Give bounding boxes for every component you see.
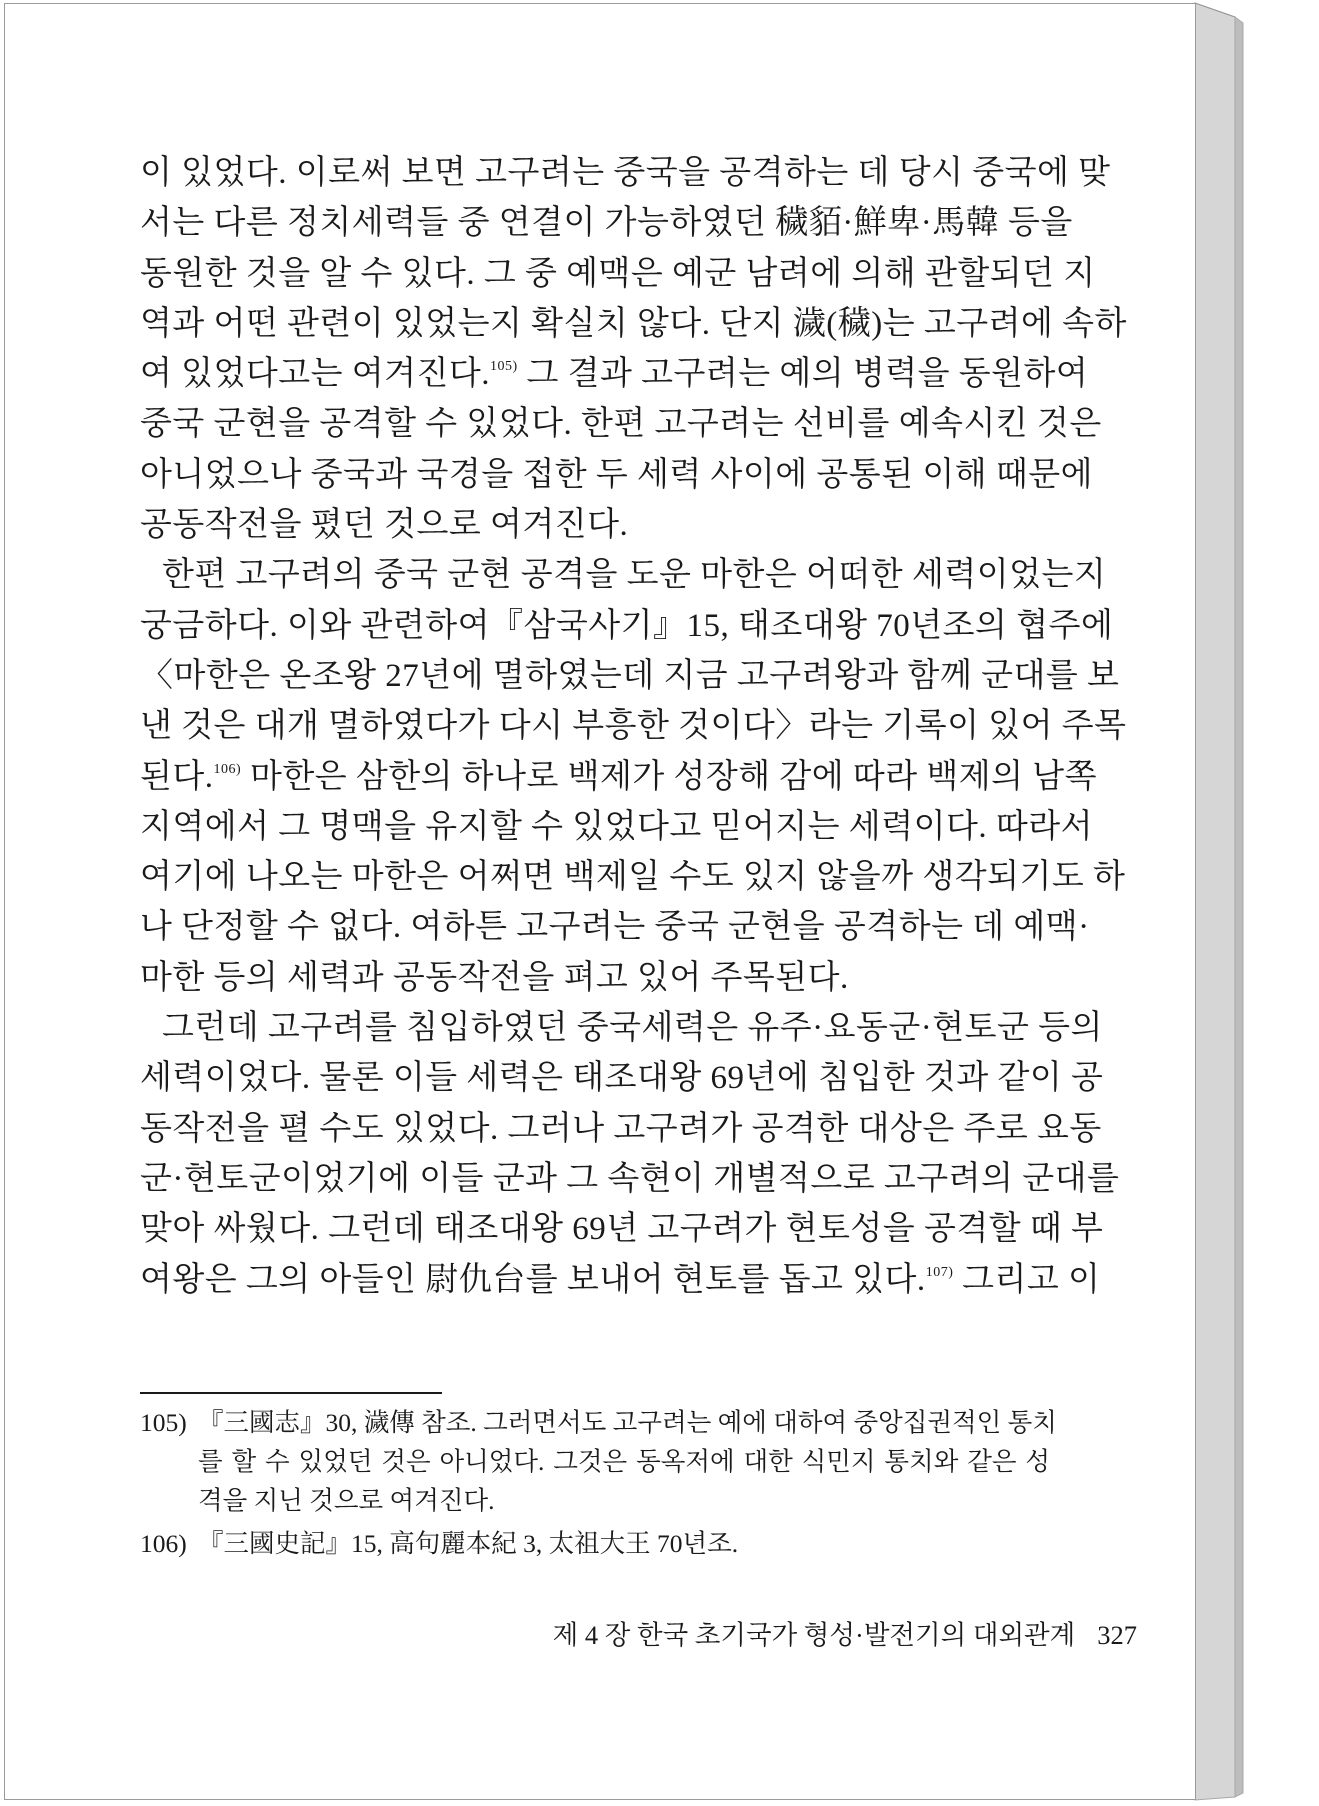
- footnotes: [140, 1403, 1057, 1563]
- footnote-number: 106): [140, 1529, 187, 1558]
- text-line: [140, 399, 1102, 449]
- text-line: [140, 902, 1090, 952]
- text-line-content: 세력이었다. 물론 이들 세력은 태조대왕 69년에 침입한 것과 같이 공: [140, 1060, 1104, 1097]
- text-line-content: 한편 고구려의 중국 군현 공격을 도운 마한은 어떠한 세력이었는지: [162, 557, 1107, 594]
- text-line-content: 아니었으나 중국과 국경을 접한 두 세력 사이에 공통된 이해 때문에: [140, 456, 1093, 493]
- text-line-content: 마한 등의 세력과 공동작전을 펴고 있어 주목된다.: [140, 959, 849, 996]
- text-line: [140, 299, 1127, 349]
- text-line-content: 공동작전을 폈던 것으로 여겨진다.: [140, 507, 629, 544]
- text-line-content: 〈마한은 온조왕 27년에 멸하였는데 지금 고구려왕과 함께 군대를 보: [140, 657, 1120, 694]
- page-number: 327: [1097, 1620, 1137, 1650]
- text-line: [140, 198, 1073, 248]
- text-line: [140, 450, 1093, 500]
- footnote-line: 를 할 수 있었던 것은 아니었다. 그것은 동옥저에 대한 식민지 통치와 같은 성: [198, 1447, 1050, 1476]
- text-line: [140, 601, 1114, 651]
- text-line: [140, 349, 1089, 399]
- footnote-106: [140, 1524, 1050, 1563]
- text-line: [140, 1154, 1120, 1204]
- footnote-line: 『三國史記』15, 高句麗本紀 3, 太祖大王 70년조.: [198, 1529, 739, 1558]
- footnote-separator: [140, 1392, 442, 1394]
- page-footer: [553, 1613, 1137, 1652]
- text-line: [140, 802, 1093, 852]
- footnote-number: 105): [140, 1408, 187, 1437]
- text-line-content: 그런데 고구려를 침입하였던 중국세력은 유주·요동군·현토군 등의: [162, 1010, 1103, 1047]
- footnote-line: 격을 지닌 것으로 여겨진다.: [198, 1486, 495, 1515]
- text-line: [140, 249, 1096, 299]
- text-line-content: 맞아 싸웠다. 그런데 태조대왕 69년 고구려가 현토성을 공격할 때 부: [140, 1211, 1104, 1248]
- text-line: [140, 148, 1111, 198]
- body-text: [140, 148, 1127, 1305]
- text-line-content: 여왕은 그의 아들인 尉仇台를 보내어 현토를 돕고 있다.: [140, 1261, 926, 1298]
- text-line-content: 마한은 삼한의 하나로 백제가 성장해 감에 따라 백제의 남쪽: [241, 758, 1098, 795]
- text-line-content: 동원한 것을 알 수 있다. 그 중 예맥은 예군 남려에 의해 관할되던 지: [140, 255, 1096, 292]
- text-line-content: 궁금하다. 이와 관련하여『삼국사기』15, 태조대왕 70년조의 협주에: [140, 607, 1114, 644]
- page-edge-graphic: [1195, 3, 1285, 1803]
- footnote-ref-106: 106): [213, 761, 242, 777]
- text-line-content: 된다.: [140, 758, 214, 795]
- text-line-content: 여 있었다고는 여겨진다.: [140, 356, 491, 393]
- text-line-content: 군·현토군이었기에 이들 군과 그 속현이 개별적으로 고구려의 군대를: [140, 1160, 1120, 1197]
- text-line-content: 여기에 나오는 마한은 어쩌면 백제일 수도 있지 않을까 생각되기도 하: [140, 859, 1126, 896]
- text-line-content: 그 결과 고구려는 예의 병력을 동원하여: [517, 356, 1089, 393]
- footnote-line: 『三國志』30, 濊傳 참조. 그러면서도 고구려는 예에 대하여 중앙집권적인 통치: [198, 1408, 1057, 1437]
- text-line-content: 그리고 이: [953, 1261, 1101, 1298]
- text-line: [140, 500, 1048, 550]
- text-line: [140, 1053, 1104, 1103]
- text-line: [140, 953, 1048, 1003]
- text-line-content: 동작전을 펼 수도 있었다. 그러나 고구려가 공격한 대상은 주로 요동: [140, 1110, 1102, 1147]
- text-line: [140, 651, 1120, 701]
- text-line-content: 서는 다른 정치세력들 중 연결이 가능하였던 穢貊·鮮卑·馬韓 등을: [140, 205, 1073, 242]
- text-line: [140, 1204, 1104, 1254]
- text-line: [140, 752, 1098, 802]
- footnote-105: [140, 1403, 1057, 1520]
- text-line: [140, 550, 1107, 600]
- text-line: [140, 852, 1126, 902]
- text-line-content: 역과 어떤 관련이 있었는지 확실치 않다. 단지 濊(穢)는 고구려에 속하: [140, 305, 1127, 342]
- text-line: [140, 701, 1127, 751]
- text-line-content: 중국 군현을 공격할 수 있었다. 한편 고구려는 선비를 예속시킨 것은: [140, 406, 1102, 443]
- footnote-ref-107: 107): [925, 1264, 954, 1280]
- footnote-ref-105: 105): [490, 359, 518, 375]
- text-line-content: 지역에서 그 명맥을 유지할 수 있었다고 믿어지는 세력이다. 따라서: [140, 808, 1093, 845]
- text-line-content: 이 있었다. 이로써 보면 고구려는 중국을 공격하는 데 당시 중국에 맞: [140, 155, 1111, 191]
- text-line: [140, 1003, 1103, 1053]
- text-line-content: 나 단정할 수 없다. 여하튼 고구려는 중국 군현을 공격하는 데 예맥·: [140, 909, 1090, 946]
- text-line: [140, 1255, 1101, 1305]
- text-line-content: 낸 것은 대개 멸하였다가 다시 부흥한 것이다〉라는 기록이 있어 주목: [140, 708, 1127, 745]
- text-line: [140, 1104, 1102, 1154]
- running-head: 제 4 장 한국 초기국가 형성·발전기의 대외관계: [552, 1620, 1076, 1650]
